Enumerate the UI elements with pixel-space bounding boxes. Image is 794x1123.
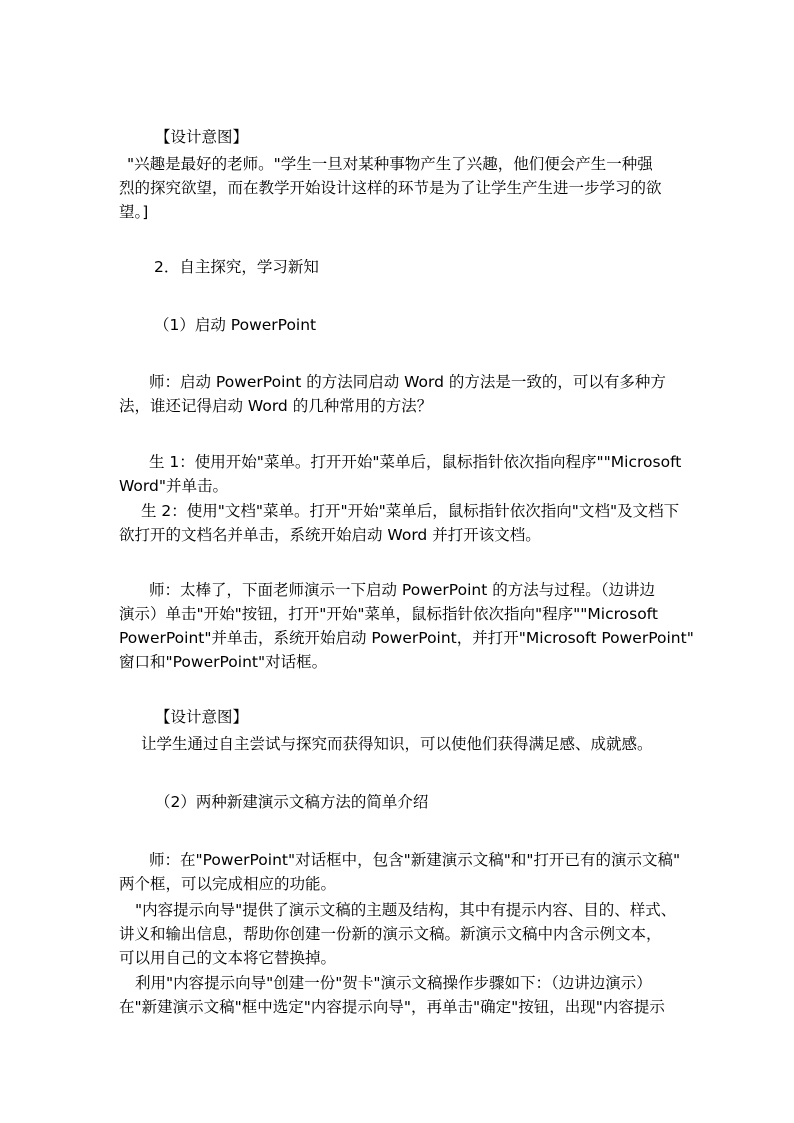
body-line: 讲义和输出信息，帮助你创建一份新的演示文稿。新演示文稿中内含示例文本， bbox=[119, 925, 662, 943]
student-line: 欲打开的文档名并单击，系统开始启动 Word 并打开该文档。 bbox=[119, 526, 541, 544]
section-heading: 2．自主探究，学习新知 bbox=[154, 258, 319, 276]
intent-body-line: "兴趣是最好的老师。"学生一旦对某种事物产生了兴趣，他们便会产生一种强 bbox=[127, 155, 653, 173]
teacher-line: PowerPoint"并单击，系统开始启动 PowerPoint，并打开"Microsoft PowerPoint" bbox=[119, 629, 694, 647]
body-line: 在"新建演示文稿"框中选定"内容提示向导"，再单击"确定"按钮，出现"内容提示 bbox=[119, 998, 665, 1016]
teacher-line: 法，谁还记得启动 Word 的几种常用的方法？ bbox=[119, 397, 433, 415]
teacher-line: 师：太棒了，下面老师演示一下启动 PowerPoint 的方法与过程。（边讲边 bbox=[149, 581, 655, 599]
subsection-heading: （2）两种新建演示文稿方法的简单介绍 bbox=[155, 793, 429, 811]
intent-body-line: 让学生通过自主尝试与探究而获得知识，可以使他们获得满足感、成就感。 bbox=[141, 735, 653, 753]
design-intent-heading: 【设计意图】 bbox=[155, 708, 249, 726]
teacher-line: 两个框，可以完成相应的功能。 bbox=[119, 875, 337, 893]
body-line: "内容提示向导"提供了演示文稿的主题及结构，其中有提示内容、目的、样式、 bbox=[135, 901, 677, 919]
student-line: Word"并单击。 bbox=[119, 477, 228, 495]
teacher-line: 师：在"PowerPoint"对话框中，包含"新建演示文稿"和"打开已有的演示文稿" bbox=[149, 851, 681, 869]
design-intent-heading: 【设计意图】 bbox=[155, 128, 249, 146]
body-line: 可以用自己的文本将它替换掉。 bbox=[119, 949, 337, 967]
intent-body-line: 烈的探究欲望，而在教学开始设计这样的环节是为了让学生产生进一步学习的欲 bbox=[119, 179, 662, 197]
intent-body-line: 望。] bbox=[119, 203, 149, 221]
teacher-line: 演示）单击"开始"按钮，打开"开始"菜单，鼠标指针依次指向"程序""Microsoft bbox=[119, 605, 658, 623]
student-line: 生 2：使用"文档"菜单。打开"开始"菜单后，鼠标指针依次指向"文档"及文档下 bbox=[141, 502, 680, 520]
teacher-line: 窗口和"PowerPoint"对话框。 bbox=[119, 653, 328, 671]
subsection-heading: （1）启动 PowerPoint bbox=[154, 316, 317, 334]
teacher-line: 师：启动 PowerPoint 的方法同启动 Word 的方法是一致的，可以有多种方 bbox=[149, 373, 666, 391]
student-line: 生 1：使用开始"菜单。打开开始"菜单后，鼠标指针依次指向程序""Microsoft bbox=[149, 453, 682, 471]
body-line: 利用"内容提示向导"创建一份"贺卡"演示文稿操作步骤如下：（边讲边演示） bbox=[135, 974, 652, 992]
